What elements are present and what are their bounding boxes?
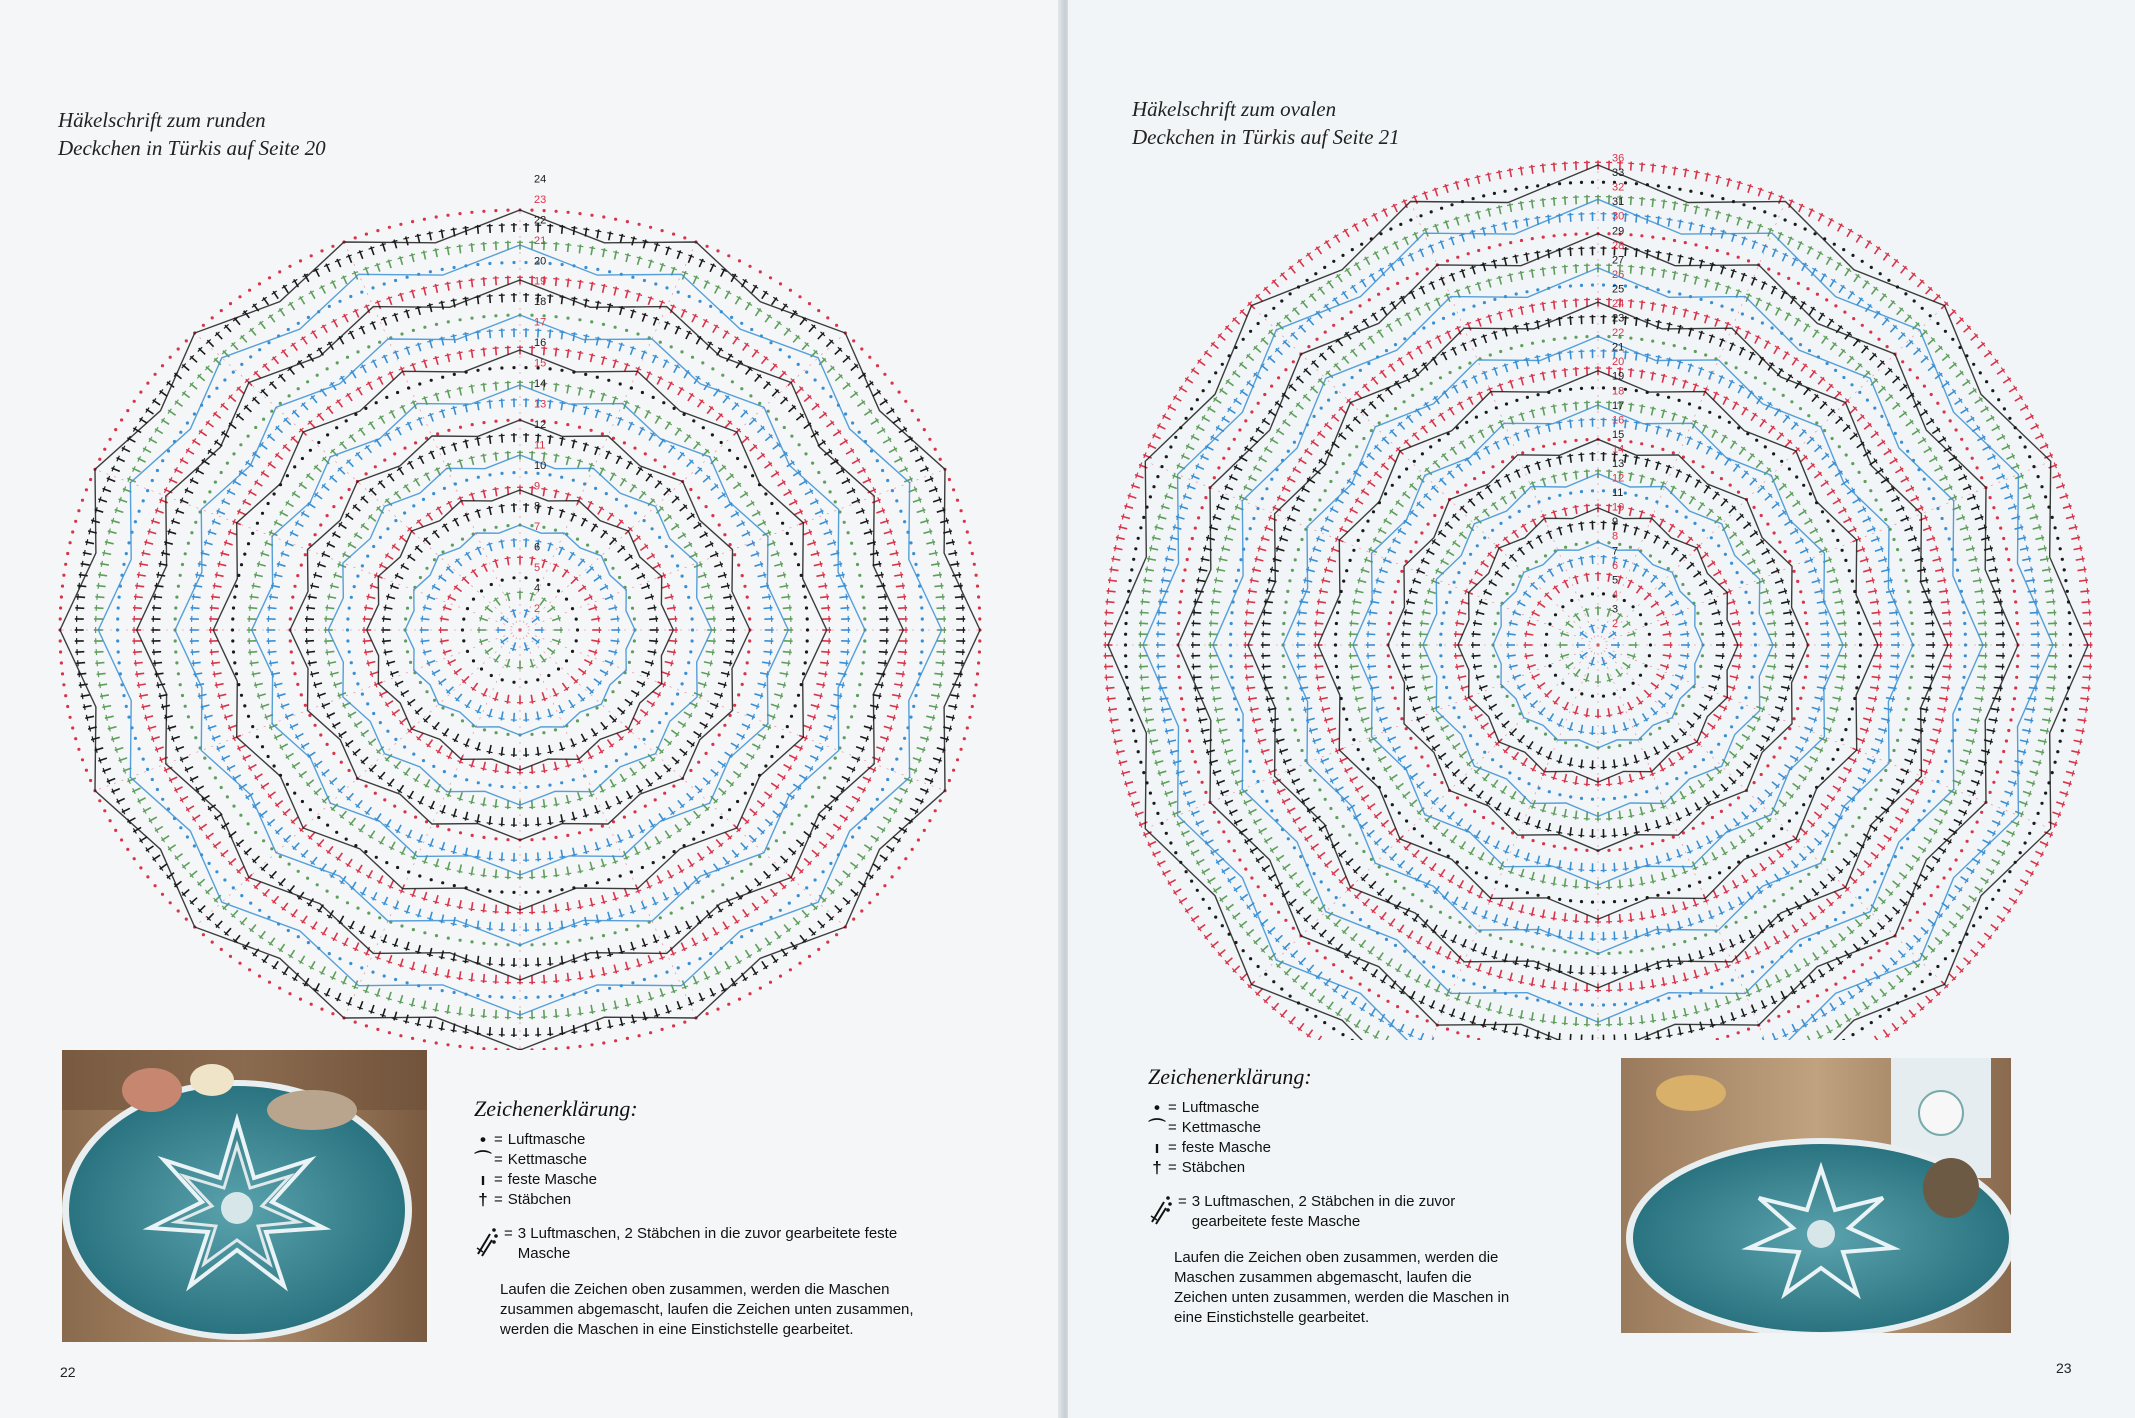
legend-label: Luftmasche <box>507 1131 586 1148</box>
legend-row-double: † = Stäbchen <box>1148 1158 1568 1178</box>
legend-row-slip: ⌒ = Kettmasche <box>474 1150 587 1169</box>
round-number: 32 <box>1612 181 1625 194</box>
legend-row-single: ı = feste Masche <box>474 1170 934 1190</box>
right-page <box>1068 0 2135 1418</box>
round-number: 3 <box>1612 603 1619 616</box>
round-number: 20 <box>1612 356 1625 369</box>
round-number: 8 <box>1612 530 1619 543</box>
round-number: 21 <box>534 234 547 247</box>
double-crochet-icon: † <box>1152 1158 1162 1177</box>
round-number: 16 <box>1612 414 1625 427</box>
round-number: 18 <box>534 296 547 309</box>
round-number: 10 <box>534 459 547 472</box>
round-number: 11 <box>1612 487 1624 500</box>
round-number: 19 <box>534 275 547 288</box>
round-number: 10 <box>1612 501 1625 514</box>
legend-label: Luftmasche <box>1181 1099 1260 1116</box>
round-number: 27 <box>1612 254 1625 267</box>
right-caption <box>1132 95 1400 151</box>
round-number: 15 <box>534 357 547 370</box>
legend-row-combo: = 3 Luftmaschen, 2 Stäbchen in die zuvor gearbeitete feste Masche <box>1148 1192 1568 1232</box>
round-number: 13 <box>534 398 547 411</box>
legend-label: Stäbchen <box>507 1191 572 1208</box>
legend-row-combo: = 3 Luftmaschen, 2 Stäbchen in die zuvor gearbeitete feste Masche <box>474 1224 934 1264</box>
left-legend <box>474 1096 934 1340</box>
page-number-right: 23 <box>2056 1360 2072 1376</box>
legend-title: Zeichenerklärung: <box>1148 1064 1312 1089</box>
round-number: 8 <box>534 500 541 513</box>
round-number: 6 <box>1612 559 1619 572</box>
legend-combo-label: 3 Luftmaschen, 2 Stäbchen in die zuvor gearbeitete feste Masche <box>1191 1193 1456 1230</box>
legend-row-chain: • = Luftmasche <box>474 1130 934 1150</box>
oval-doily-photo <box>1621 1058 2011 1333</box>
round-number: 22 <box>1612 327 1625 340</box>
round-number: 21 <box>1612 341 1625 354</box>
round-number: 11 <box>534 439 546 452</box>
round-number: 30 <box>1612 210 1625 223</box>
round-number: 13 <box>1612 458 1625 470</box>
left-caption-line2: Deckchen in Türkis auf Seite 20 <box>58 136 326 160</box>
left-caption-line1: Häkelschrift zum runden <box>58 108 266 132</box>
round-number: 5 <box>1612 574 1619 587</box>
slip-stitch-icon: ⌒ <box>1148 1118 1166 1137</box>
round-number: 17 <box>1612 399 1625 412</box>
oval-doily-crochet-chart <box>1098 145 2103 1040</box>
legend-label: feste Masche <box>1181 1139 1271 1156</box>
round-number: 2 <box>1612 618 1619 630</box>
round-number: 26 <box>1612 268 1625 281</box>
round-number: 9 <box>1612 516 1619 529</box>
round-number: 24 <box>1612 298 1625 310</box>
legend-note: Laufen die Zeichen oben zusammen, werden die Maschen zusammen abgemascht, laufen die Zeichen unten zusammen, werden die Maschen in eine Einstichstelle gearbeitet. <box>500 1281 914 1338</box>
round-number: 7 <box>534 521 541 534</box>
round-number: 4 <box>534 582 541 595</box>
round-number: 22 <box>534 214 547 227</box>
left-caption <box>58 106 326 162</box>
right-caption-line1: Häkelschrift zum ovalen <box>1132 97 1337 121</box>
round-number: 16 <box>534 337 547 350</box>
round-number: 5 <box>534 562 541 575</box>
double-crochet-icon: † <box>478 1190 488 1209</box>
single-crochet-icon: ı <box>1154 1138 1160 1157</box>
round-number: 7 <box>1612 545 1619 558</box>
round-number: 2 <box>534 603 541 615</box>
round-number: 24 <box>534 173 547 186</box>
round-number: 29 <box>1612 225 1625 238</box>
round-number: 4 <box>1612 588 1619 601</box>
left-page <box>0 0 1062 1418</box>
legend-label: feste Masche <box>507 1171 597 1188</box>
chain-double-combo-icon <box>1148 1192 1176 1228</box>
chain-double-combo-icon <box>474 1224 502 1260</box>
legend-combo-label: 3 Luftmaschen, 2 Stäbchen in die zuvor gearbeitete feste Masche <box>517 1225 898 1262</box>
legend-row-double: † = Stäbchen <box>474 1190 934 1210</box>
legend-label: Kettmasche <box>1181 1119 1261 1136</box>
round-number: 6 <box>534 541 541 554</box>
round-number: 18 <box>1612 385 1625 398</box>
round-number: 36 <box>1612 152 1625 165</box>
round-number: 19 <box>1612 370 1625 383</box>
right-caption-line2: Deckchen in Türkis auf Seite 21 <box>1132 125 1400 149</box>
round-number: 31 <box>1612 196 1625 209</box>
chart-stitches <box>58 208 981 1050</box>
round-number: 12 <box>1612 472 1625 485</box>
round-number: 33 <box>1612 167 1625 180</box>
legend-title: Zeichenerklärung: <box>474 1096 638 1121</box>
round-doily-crochet-chart <box>50 160 1010 1050</box>
legend-label: Stäbchen <box>1181 1159 1246 1176</box>
round-number: 15 <box>1612 428 1625 441</box>
round-number: 9 <box>534 480 541 493</box>
legend-label: Kettmasche <box>507 1151 587 1168</box>
round-number: 17 <box>534 316 547 329</box>
legend-row-slip: ⌒ = Kettmasche <box>1148 1118 1261 1137</box>
legend-row-chain: • = Luftmasche <box>1148 1098 1568 1118</box>
round-number: 25 <box>1612 283 1625 296</box>
right-legend <box>1148 1064 1568 1328</box>
chart-stitches <box>1104 161 2093 1041</box>
round-number: 23 <box>1612 312 1625 325</box>
round-number: 14 <box>534 378 547 390</box>
round-number: 14 <box>1612 443 1625 456</box>
round-number: 12 <box>534 418 547 431</box>
round-number: 20 <box>534 255 547 268</box>
round-number: 23 <box>534 193 547 206</box>
chain-stitch-icon: • <box>480 1130 486 1149</box>
legend-note: Laufen die Zeichen oben zusammen, werden die Maschen zusammen abgemascht, laufen die Zeichen unten zusammen, werden die Maschen in eine Einstichstelle gearbeitet. <box>1174 1249 1510 1326</box>
chain-stitch-icon: • <box>1154 1098 1160 1117</box>
slip-stitch-icon: ⌒ <box>474 1150 492 1169</box>
single-crochet-icon: ı <box>480 1170 486 1189</box>
round-doily-photo <box>62 1050 427 1342</box>
page-number-left: 22 <box>60 1364 76 1380</box>
round-number: 28 <box>1612 239 1625 252</box>
legend-row-single: ı = feste Masche <box>1148 1138 1568 1158</box>
